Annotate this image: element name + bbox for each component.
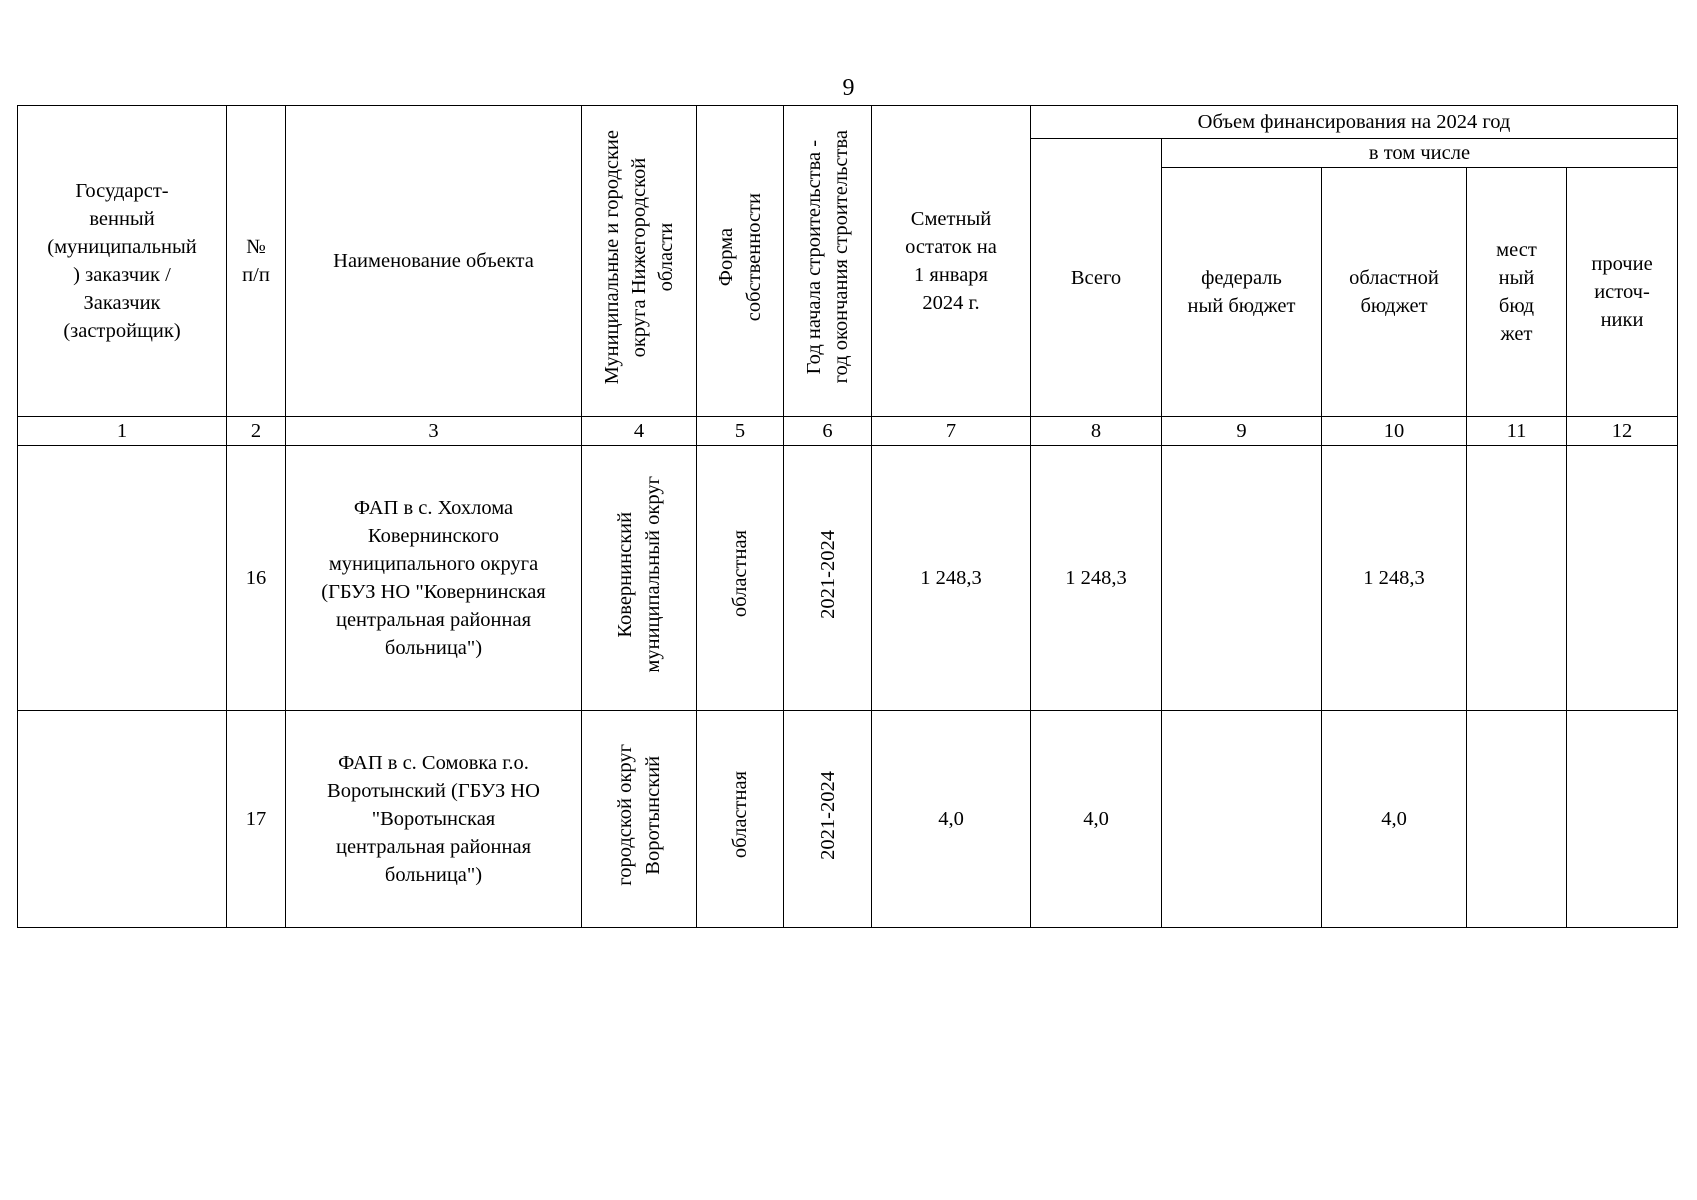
cell-years: 2021-2024 — [784, 446, 872, 711]
header-regional: областной бюджет — [1322, 168, 1467, 417]
cell-federal — [1162, 711, 1322, 928]
column-number: 6 — [784, 417, 872, 446]
column-number: 9 — [1162, 417, 1322, 446]
cell-balance: 1 248,3 — [872, 446, 1031, 711]
cell-years: 2021-2024 — [784, 711, 872, 928]
column-number: 2 — [227, 417, 286, 446]
cell-other — [1567, 446, 1678, 711]
header-years: Год начала строительства - год окончания строительства — [784, 106, 872, 417]
cell-other — [1567, 711, 1678, 928]
cell-federal — [1162, 446, 1322, 711]
header-total: Всего — [1031, 139, 1162, 417]
column-number: 1 — [18, 417, 227, 446]
header-customer: Государст- венный (муниципальный ) заказчик / Заказчик (застройщик) — [18, 106, 227, 417]
table-row — [18, 446, 1678, 711]
cell-number: 16 — [227, 446, 286, 711]
cell-customer — [18, 711, 227, 928]
cell-object-name: ФАП в с. Сомовка г.о. Воротынский (ГБУЗ НО "Воротынская центральная районная больница") — [286, 711, 582, 928]
header-including: в том числе — [1162, 139, 1678, 168]
column-number: 3 — [286, 417, 582, 446]
header-municipality: Муниципальные и городские округа Нижегородской области — [582, 106, 697, 417]
cell-regional: 4,0 — [1322, 711, 1467, 928]
cell-total: 1 248,3 — [1031, 446, 1162, 711]
cell-ownership: областная — [697, 711, 784, 928]
cell-balance: 4,0 — [872, 711, 1031, 928]
cell-local — [1467, 711, 1567, 928]
cell-ownership: областная — [697, 446, 784, 711]
cell-municipality: городской округ Воротынский — [582, 711, 697, 928]
cell-local — [1467, 446, 1567, 711]
financing-table — [17, 105, 1678, 928]
cell-customer — [18, 446, 227, 711]
cell-regional: 1 248,3 — [1322, 446, 1467, 711]
page-number: 9 — [842, 75, 855, 101]
cell-municipality: Ковернинский муниципальный округ — [582, 446, 697, 711]
column-number: 8 — [1031, 417, 1162, 446]
header-object-name: Наименование объекта — [286, 106, 582, 417]
column-number: 12 — [1567, 417, 1678, 446]
column-number: 7 — [872, 417, 1031, 446]
header-row-group — [18, 106, 1678, 139]
header-number: № п/п — [227, 106, 286, 417]
header-federal: федераль ный бюджет — [1162, 168, 1322, 417]
column-number: 5 — [697, 417, 784, 446]
header-other: прочие источ- ники — [1567, 168, 1678, 417]
column-number: 10 — [1322, 417, 1467, 446]
column-numbers-row — [18, 417, 1678, 446]
cell-number: 17 — [227, 711, 286, 928]
cell-object-name: ФАП в с. Хохлома Ковернинского муниципального округа (ГБУЗ НО "Ковернинская центральная районная больница") — [286, 446, 582, 711]
table-row — [18, 711, 1678, 928]
header-local: мест ный бюд жет — [1467, 168, 1567, 417]
cell-total: 4,0 — [1031, 711, 1162, 928]
header-ownership: Форма собственности — [697, 106, 784, 417]
column-number: 11 — [1467, 417, 1567, 446]
column-number: 4 — [582, 417, 697, 446]
header-balance: Сметный остаток на 1 января 2024 г. — [872, 106, 1031, 417]
header-financing-group: Объем финансирования на 2024 год — [1031, 106, 1678, 139]
